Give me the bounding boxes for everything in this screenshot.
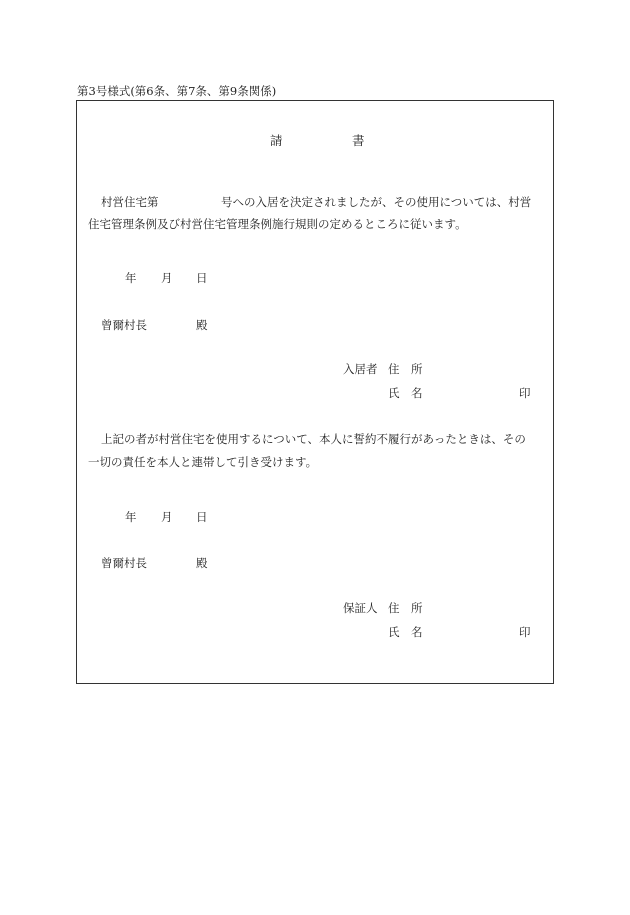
document-title-char-1: 請: [270, 133, 283, 148]
addressee: 曾爾村長: [101, 556, 147, 570]
form-number: 第3号様式(第6条、第7条、第9条関係): [77, 84, 277, 98]
seal-mark: 印: [519, 386, 531, 400]
guarantor-role-label: 保証人: [343, 601, 378, 615]
pledge-line1-prefix: 村営住宅第: [101, 195, 159, 209]
date-month-label: 月: [161, 271, 173, 285]
name-label-char-2: 名: [411, 625, 423, 639]
guarantee-line2: 一切の責任を本人と連帯して引き受けます。: [88, 455, 318, 469]
document-title-char-2: 書: [352, 133, 365, 148]
name-label-char-1: 氏: [388, 386, 400, 400]
date-month-label: 月: [161, 510, 173, 524]
addressee: 曾爾村長: [101, 318, 147, 332]
address-label-char-2: 所: [411, 601, 423, 615]
address-label-char-1: 住: [388, 601, 400, 615]
honorific: 殿: [196, 318, 208, 332]
seal-mark: 印: [519, 625, 531, 639]
pledge-line2: 住宅管理条例及び村営住宅管理条例施行規則の定めるところに従います。: [88, 217, 467, 231]
address-label-char-1: 住: [388, 362, 400, 376]
date-year-label: 年: [125, 271, 137, 285]
date-day-label: 日: [196, 271, 208, 285]
resident-role-label: 入居者: [343, 362, 378, 376]
form-border: [76, 100, 554, 684]
address-label-char-2: 所: [411, 362, 423, 376]
pledge-line1-suffix: 号への入居を決定されましたが、その使用については、村営: [221, 195, 532, 209]
name-label-char-2: 名: [411, 386, 423, 400]
honorific: 殿: [196, 556, 208, 570]
date-day-label: 日: [196, 510, 208, 524]
name-label-char-1: 氏: [388, 625, 400, 639]
date-year-label: 年: [125, 510, 137, 524]
guarantee-line1: 上記の者が村営住宅を使用するについて、本人に誓約不履行があったときは、その: [101, 432, 526, 446]
